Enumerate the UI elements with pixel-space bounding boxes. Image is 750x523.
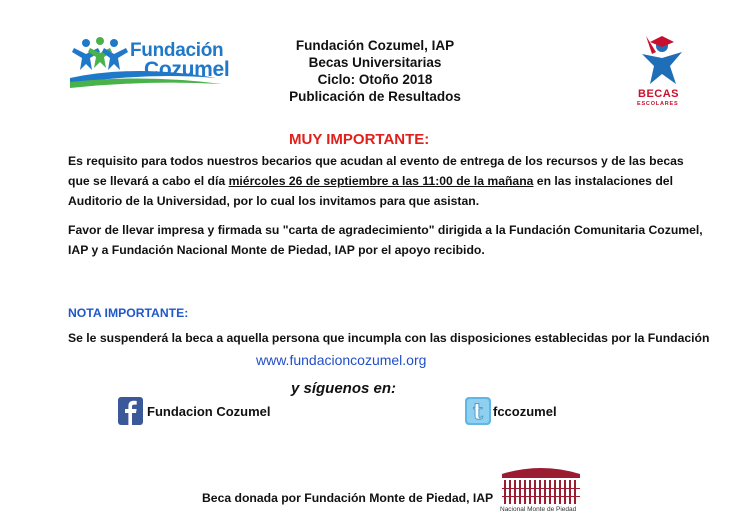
header-line-2: Becas Universitarias bbox=[308, 55, 442, 70]
monte-de-piedad-logo bbox=[500, 464, 582, 516]
header-line-3: Ciclo: Otoño 2018 bbox=[317, 72, 433, 87]
suspension-text: Se le suspenderá la beca a aquella persona que incumpla con las disposiciones establecidas por la Fundación bbox=[68, 331, 710, 345]
monte-de-piedad-text: Nacional Monte de Piedad bbox=[500, 506, 577, 513]
requirement-text-1: Es requisito para todos nuestros becarios que acudan al evento de entrega de los recursos y de las becas que se llevará a cabo el día bbox=[68, 154, 684, 189]
twitter-account[interactable]: fccozumel bbox=[493, 404, 557, 419]
facebook-icon[interactable] bbox=[118, 397, 143, 425]
escolares-text: ESCOLARES bbox=[637, 101, 679, 107]
logo-text-fundacion: Fundación bbox=[130, 40, 224, 61]
header-line-1: Fundación Cozumel, IAP bbox=[295, 38, 455, 53]
nota-title: NOTA IMPORTANTE: bbox=[68, 306, 189, 320]
building-icon bbox=[500, 464, 582, 506]
requirement-paragraph bbox=[68, 151, 708, 212]
letter-paragraph: Favor de llevar impresa y firmada su "carta de agradecimiento" dirigida a la Fundación Comunitaria Cozumel, IAP y a Fundación Nacional Monte de Piedad, IAP por el apoyo recibido. bbox=[68, 223, 703, 258]
becas-escolares-logo bbox=[632, 34, 692, 110]
event-date: miércoles 26 de septiembre a las 11:00 de la mañana bbox=[228, 174, 534, 189]
document-header bbox=[250, 37, 500, 105]
requirement-text-2: en las instalaciones del Auditorio de la Universidad, por lo cual los invitamos para que asistan. bbox=[68, 174, 673, 209]
logo-text-cozumel: Cozumel bbox=[144, 58, 230, 81]
website-link[interactable]: www.fundacioncozumel.org bbox=[256, 352, 427, 368]
donation-footer: Beca donada por Fundación Monte de Piedad, IAP bbox=[202, 491, 494, 505]
svg-text:t: t bbox=[472, 399, 484, 425]
follow-us-text: y síguenos en: bbox=[291, 380, 397, 397]
header-line-4: Publicación de Resultados bbox=[289, 89, 461, 104]
becas-text: BECAS bbox=[638, 88, 680, 100]
twitter-icon[interactable] bbox=[465, 397, 491, 425]
important-title: MUY IMPORTANTE: bbox=[289, 131, 430, 148]
fundacion-cozumel-logo bbox=[66, 34, 230, 90]
star-figure-icon bbox=[632, 34, 692, 88]
facebook-account[interactable]: Fundacion Cozumel bbox=[147, 404, 271, 419]
